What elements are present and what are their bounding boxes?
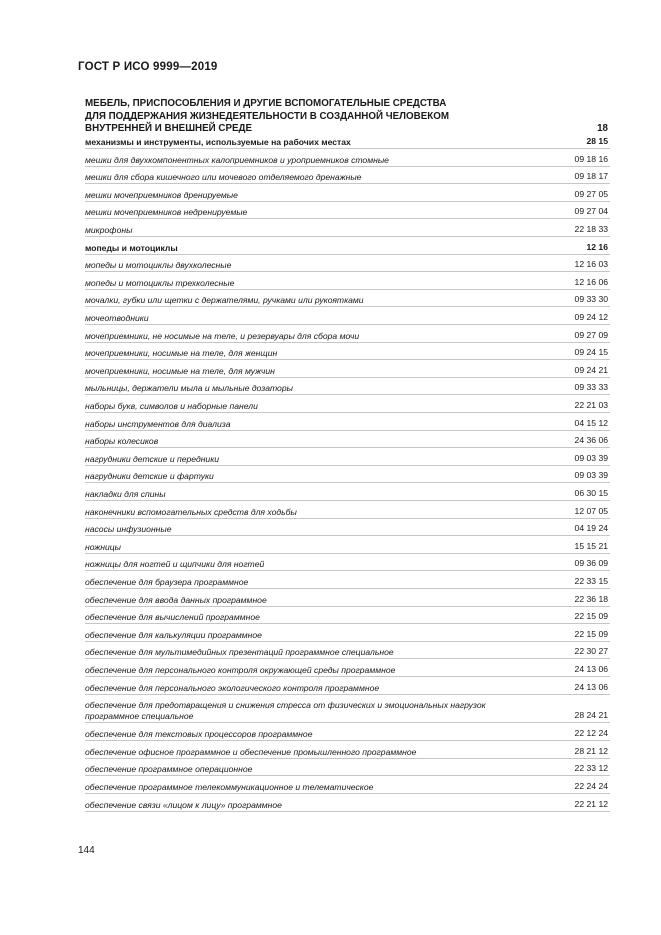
index-entry-name: обеспечение для текстовых процессоров программное <box>85 729 313 740</box>
index-entry <box>85 190 610 202</box>
index-entry-name: мочеприемники, носимые на теле, для мужчин <box>85 365 275 376</box>
index-entry <box>85 700 610 723</box>
index-entry-name: обеспечение для ввода данных программное <box>85 594 267 605</box>
index-entry-code: 09 33 33 <box>574 382 608 393</box>
index-entry-name: обеспечение для персонального контроля окружающей среды программное <box>85 665 396 675</box>
index-entry <box>85 559 610 571</box>
index-entry-code: 22 33 12 <box>574 763 608 774</box>
index-entry-code: 22 18 33 <box>574 224 608 234</box>
index-entry-name: обеспечение для браузера программное <box>85 577 249 587</box>
index-entry-code: 09 03 39 <box>574 470 608 481</box>
index-entry-name: обеспечение программное операционное <box>85 764 253 775</box>
index-entry <box>85 471 610 483</box>
index-entry <box>85 348 610 360</box>
index-entry <box>85 260 610 272</box>
index-entry-code: 22 15 09 <box>574 628 608 639</box>
index-entry-code: 28 24 21 <box>574 710 608 721</box>
index-entry-name: обеспечение для персонального экологического контроля программное <box>85 682 380 693</box>
index-entry-name: мыльницы, держатели мыла и мыльные дозаторы <box>85 383 293 394</box>
index-entry <box>85 489 610 501</box>
index-entry-name: наборы инструментов для диализа <box>85 418 231 429</box>
index-entry-name: обеспечение программное телекоммуникационное и телематическое <box>85 782 374 792</box>
index-entry-code: 22 21 12 <box>574 798 608 809</box>
section-title-line: ДЛЯ ПОДДЕРЖАНИЯ ЖИЗНЕДЕЯТЕЛЬНОСТИ В СОЗДАННОЙ ЧЕЛОВЕКОМ <box>85 110 450 122</box>
index-entry-name: обеспечение для предотвращения и снижения стресса от физических и эмоциональных нагрузок программное специальное <box>85 700 486 722</box>
index-entry-name: наконечники вспомогательных средств для ходьбы <box>85 506 297 517</box>
index-entry-code: 04 15 12 <box>574 417 608 428</box>
index-entry <box>85 782 610 794</box>
index-entry-name: обеспечение для калькуляции программное <box>85 629 262 640</box>
index-entry-code: 09 24 21 <box>574 364 608 375</box>
index-entry-code: 22 24 24 <box>574 781 608 791</box>
index-entry-name: обеспечение для вычислений программное <box>85 612 260 623</box>
index-entry <box>85 542 610 554</box>
index-entry <box>85 665 610 677</box>
index-entry-name: обеспечение для мультимедийных презентаций программное специальное <box>85 647 394 658</box>
index-entry-name: ножницы для ногтей и щипчики для ногтей <box>85 559 265 570</box>
index-entry-code: 09 27 05 <box>574 188 608 199</box>
index-entry-name: накладки для спины <box>85 489 166 499</box>
index-entry-code: 09 36 09 <box>574 558 608 569</box>
page-number: 144 <box>78 845 95 856</box>
index-entry <box>85 454 610 466</box>
index-entry <box>85 366 610 378</box>
index-entry-code: 24 13 06 <box>574 681 608 692</box>
index-entry-name: наборы колесиков <box>85 436 159 447</box>
index-entry <box>85 295 610 307</box>
index-entry-code: 22 36 18 <box>574 593 608 604</box>
index-entry <box>85 764 610 776</box>
index-entry-name: мешки мочеприемников недренируемые <box>85 207 248 218</box>
index-entry <box>85 137 610 149</box>
index-entry-name: наборы букв, символов и наборные панели <box>85 401 258 411</box>
index-entry <box>85 436 610 448</box>
index-entry-code: 09 18 17 <box>574 171 608 182</box>
index-entry <box>85 278 610 290</box>
index-entry-code: 22 15 09 <box>574 611 608 622</box>
index-entry-code: 12 07 05 <box>574 505 608 516</box>
index-entry-code: 06 30 15 <box>574 488 608 498</box>
index-entry <box>85 172 610 184</box>
section-title-line: ВНУТРЕННЕЙ И ВНЕШНЕЙ СРЕДЕ <box>85 123 253 134</box>
index-entry-code: 28 21 12 <box>574 745 608 756</box>
index-entry <box>85 313 610 325</box>
index-entry-name: мопеды и мотоциклы двухколесные <box>85 260 232 271</box>
index-entry-code: 09 33 30 <box>574 294 608 305</box>
index-entry-code: 28 15 <box>586 136 608 146</box>
index-entry-code: 24 36 06 <box>574 435 608 446</box>
index-entry <box>85 507 610 519</box>
index-entry-name: обеспечение офисное программное и обеспечение промышленного программное <box>85 746 417 757</box>
index-entry <box>85 729 610 741</box>
index-entry-name: ножницы <box>85 541 121 552</box>
index-entry <box>85 155 610 167</box>
index-entry-code: 09 18 16 <box>574 153 608 164</box>
index-entry <box>85 630 610 642</box>
index-entry-code: 09 24 15 <box>574 347 608 358</box>
index-entry-name: мочеприемники, не носимые на теле, и резервуары для сбора мочи <box>85 330 360 341</box>
index-entry-name: мочеотводники <box>85 313 149 323</box>
index-entry <box>85 577 610 589</box>
index-entry-code: 12 16 <box>586 241 608 252</box>
index-entry-name: механизмы и инструменты, используемые на рабочих местах <box>85 137 351 147</box>
index-entry <box>85 595 610 607</box>
index-entry <box>85 225 610 237</box>
index-entry <box>85 331 610 343</box>
document-header: ГОСТ Р ИСО 9999—2019 <box>78 61 218 73</box>
index-entry-name: мопеды и мотоциклы трехколесные <box>85 277 235 288</box>
index-entry-name: микрофоны <box>85 225 133 235</box>
index-entry-code: 04 19 24 <box>574 523 608 534</box>
index-entry-name: мешки мочеприемников дренируемые <box>85 189 238 200</box>
index-entry <box>85 747 610 759</box>
index-entry <box>85 207 610 219</box>
index-entry-code: 12 16 03 <box>574 259 608 270</box>
index-entry <box>85 524 610 536</box>
index-entry <box>85 419 610 431</box>
index-entry <box>85 647 610 659</box>
index-entry-code: 12 16 06 <box>574 276 608 287</box>
index-entry-code: 09 03 39 <box>574 452 608 463</box>
index-entry-name: мочеприемники, носимые на теле, для женщин <box>85 348 278 359</box>
index-entry-code: 09 24 12 <box>574 312 608 322</box>
index-entry-name: насосы инфузионные <box>85 524 172 535</box>
index-entry <box>85 800 610 812</box>
section-code: 18 <box>597 123 608 134</box>
index-entry-code: 22 21 03 <box>574 400 608 410</box>
index-entry <box>85 683 610 695</box>
index-entry-name: нагрудники детские и фартуки <box>85 471 214 482</box>
index-entry <box>85 401 610 413</box>
index-entry-name: мопеды и мотоциклы <box>85 242 178 253</box>
section-title <box>85 98 610 136</box>
index-entry <box>85 612 610 624</box>
index-entry-code: 15 15 21 <box>574 540 608 551</box>
index-entry-name: мешки для сбора кишечного или мочевого отделяемого дренажные <box>85 172 362 183</box>
index-entry-code: 24 13 06 <box>574 664 608 674</box>
index-entry-name: мочалки, губки или щетки с держателями, ручками или рукоятками <box>85 295 364 306</box>
index-entry <box>85 383 610 395</box>
index-entry-code: 09 27 09 <box>574 329 608 340</box>
index-entry-code: 22 33 15 <box>574 576 608 586</box>
index-entry <box>85 243 610 255</box>
index-entry-code: 22 12 24 <box>574 728 608 739</box>
index-entry-name: обеспечение связи «лицом к лицу» программное <box>85 799 282 810</box>
index-entry-name: нагрудники детские и передники <box>85 453 220 464</box>
index-entry-code: 22 30 27 <box>574 646 608 657</box>
index-entry-code: 09 27 04 <box>574 206 608 217</box>
section-title-line: МЕБЕЛЬ, ПРИСПОСОБЛЕНИЯ И ДРУГИЕ ВСПОМОГАТЕЛЬНЫЕ СРЕДСТВА <box>85 98 447 109</box>
index-entry-name: мешки для двухкомпонентных калоприемников и уроприемников стомные <box>85 154 389 165</box>
